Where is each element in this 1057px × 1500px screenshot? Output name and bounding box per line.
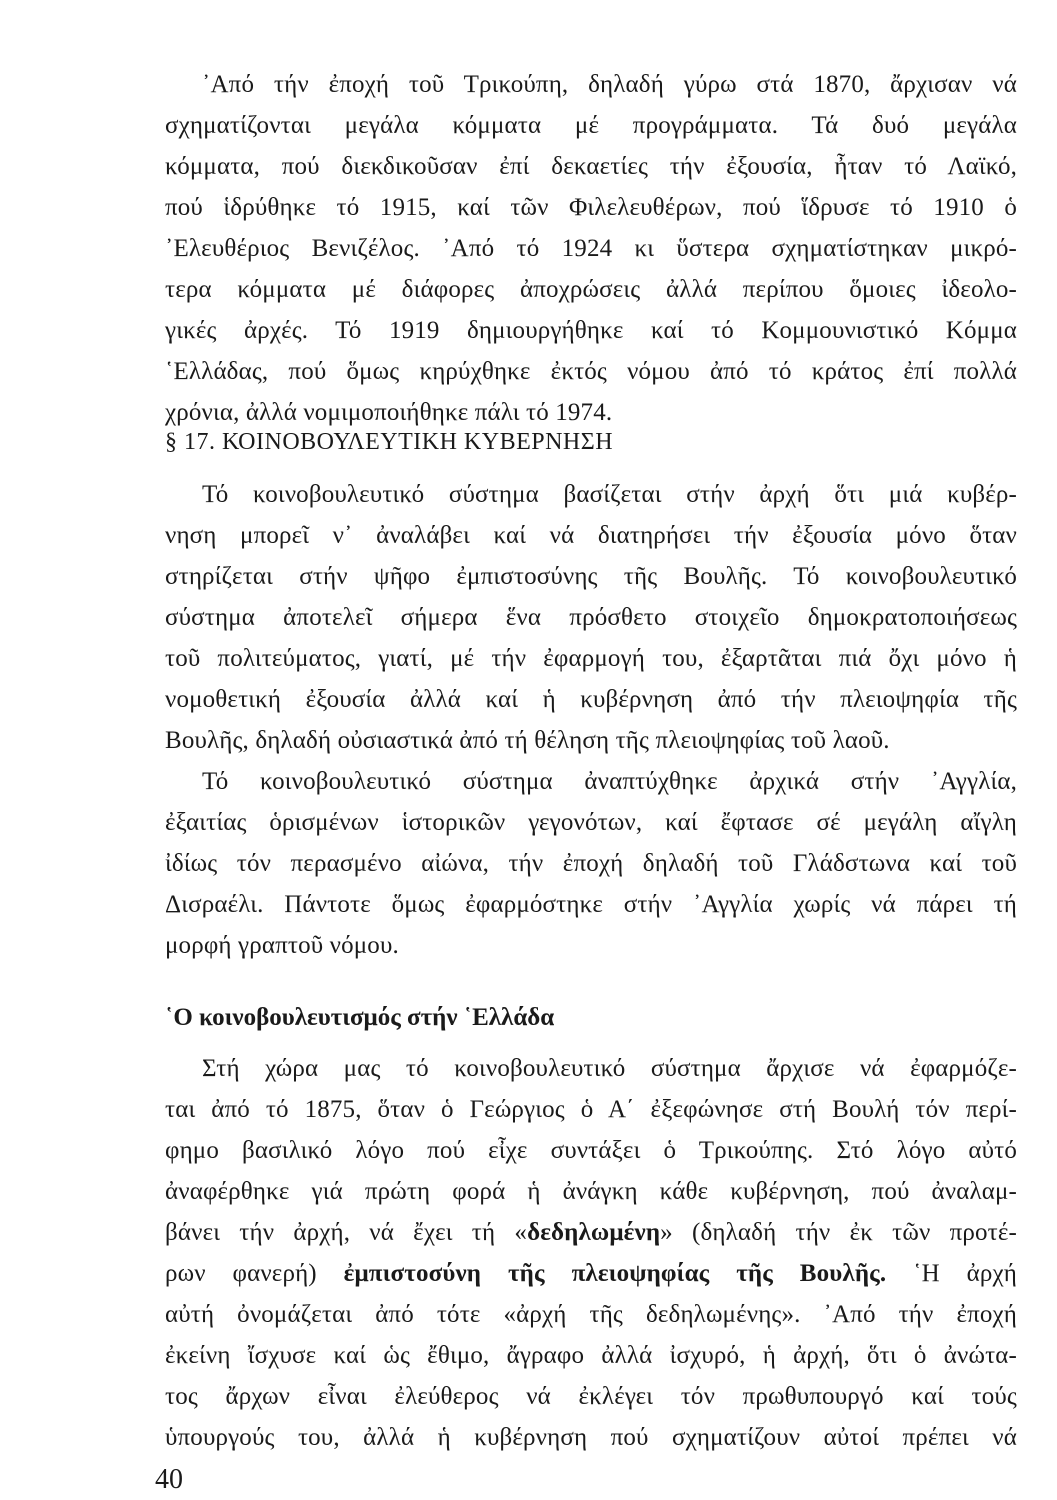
- section-heading: § 17. ΚΟΙΝΟΒΟΥΛΕΥΤΙΚΗ ΚΥΒΕΡΝΗΣΗ: [165, 429, 614, 455]
- paragraph-1-line-3: κόμματα, πού διεκδικοῦσαν ἐπί δεκαετίες τήν ἐξουσία, ἦταν τό Λαϊκό,: [165, 153, 1017, 180]
- paragraph-2-line-7: Βουλῆς, δηλαδή οὐσιαστικά ἀπό τή θέληση τῆς πλειοψηφίας τοῦ λαοῦ.: [165, 727, 890, 754]
- paragraph-4-line-6: [165, 1259, 1017, 1289]
- paragraph-2-line-4: σύστημα ἀποτελεῖ σήμερα ἕνα πρόσθετο στοιχεῖο δημοκρατοποιήσεως: [165, 604, 1017, 631]
- paragraph-1-line-6: τερα κόμματα μέ διάφορες ἀποχρώσεις ἀλλά περίπου ὅμοιες ἰδεολο-: [165, 276, 1017, 303]
- paragraph-4-line-6-part-b: ῾Η ἀρχή: [886, 1260, 1017, 1287]
- paragraph-3-line-4: Δισραέλι. Πάντοτε ὅμως ἐφαρμόστηκε στήν ᾿Αγγλία χωρίς νά πάρει τή: [165, 891, 1017, 918]
- paragraph-1-line-7: γικές ἀρχές. Τό 1919 δημιουργήθηκε καί τό Κομμουνιστικό Κόμμα: [165, 317, 1017, 344]
- paragraph-4-line-9: τος ἄρχων εἶναι ἐλεύθερος νά ἐκλέγει τόν πρωθυπουργό καί τούς: [165, 1383, 1017, 1410]
- paragraph-4-line-5: [165, 1218, 1017, 1248]
- paragraph-4-line-8: ἐκείνη ἴσχυσε καί ὡς ἔθιμο, ἄγραφο ἀλλά ἰσχυρό, ἡ ἀρχή, ὅτι ὁ ἀνώτα-: [165, 1342, 1017, 1369]
- paragraph-2-line-6: νομοθετική ἐξουσία ἀλλά καί ἡ κυβέρνηση ἀπό τήν πλειοψηφία τῆς: [165, 686, 1017, 713]
- paragraph-1-line-8: ῾Ελλάδας, πού ὅμως κηρύχθηκε ἐκτός νόμου ἀπό τό κράτος ἐπί πολλά: [165, 358, 1017, 385]
- paragraph-4-line-1: Στή χώρα μας τό κοινοβουλευτικό σύστημα ἄρχισε νά ἐφαρμόζε-: [202, 1055, 1017, 1082]
- paragraph-1-line-1: ᾿Από τήν ἐποχή τοῦ Τρικούπη, δηλαδή γύρω στά 1870, ἄρχισαν νά: [202, 71, 1017, 98]
- paragraph-2-line-5: τοῦ πολιτεύματος, γιατί, μέ τήν ἐφαρμογή του, ἐξαρτᾶται πιά ὄχι μόνο ἡ: [165, 645, 1017, 672]
- paragraph-2-line-1: Τό κοινοβουλευτικό σύστημα βασίζεται στήν ἀρχή ὅτι μιά κυβέρ-: [202, 481, 1017, 508]
- paragraph-1-line-4: πού ἱδρύθηκε τό 1915, καί τῶν Φιλελευθέρων, πού ἵδρυσε τό 1910 ὁ: [165, 194, 1017, 221]
- subsection-heading: ῾Ο κοινοβουλευτισμός στήν ῾Ελλάδα: [165, 1004, 555, 1031]
- paragraph-3-line-1: Τό κοινοβουλευτικό σύστημα ἀναπτύχθηκε ἀρχικά στήν ᾿Αγγλία,: [202, 768, 1017, 795]
- paragraph-4-line-7: αὐτή ὀνομάζεται ἀπό τότε «ἀρχή τῆς δεδηλωμένης». ᾿Από τήν ἐποχή: [165, 1301, 1017, 1328]
- paragraph-4-line-5-part-a: βάνει τήν ἀρχή, νά ἔχει τή «: [165, 1219, 528, 1246]
- paragraph-2-line-3: στηρίζεται στήν ψῆφο ἐμπιστοσύνης τῆς Βουλῆς. Τό κοινοβουλευτικό: [165, 563, 1017, 590]
- paragraph-1-line-5: ᾿Ελευθέριος Βενιζέλος. ᾿Από τό 1924 κι ὕστερα σχηματίστηκαν μικρό-: [165, 235, 1017, 262]
- paragraph-4-line-10: ὑπουργούς του, ἀλλά ἡ κυβέρνηση πού σχηματίζουν αὐτοί πρέπει νά: [165, 1424, 1017, 1451]
- paragraph-4-line-3: φημο βασιλικό λόγο πού εἶχε συντάξει ὁ Τρικούπης. Στό λόγο αὐτό: [165, 1137, 1017, 1164]
- bold-term-trust: ἐμπιστοσύνη τῆς πλειοψηφίας τῆς Βουλῆς.: [343, 1260, 887, 1287]
- paragraph-4-line-6-part-a: ρων φανερή): [165, 1260, 344, 1287]
- paragraph-3-line-5: μορφή γραπτοῦ νόμου.: [165, 932, 399, 959]
- paragraph-3-line-3: ἰδίως τόν περασμένο αἰώνα, τήν ἐποχή δηλαδή τοῦ Γλάδστωνα καί τοῦ: [165, 850, 1017, 877]
- paragraph-4-line-5-part-b: » (δηλαδή τήν ἐκ τῶν προτέ-: [660, 1219, 1017, 1246]
- paragraph-4-line-2: ται ἀπό τό 1875, ὅταν ὁ Γεώργιος ὁ Α΄ ἐξεφώνησε στή Βουλή τόν περί-: [165, 1096, 1017, 1123]
- page-number: 40: [155, 1464, 183, 1495]
- paragraph-3-line-2: ἐξαιτίας ὁρισμένων ἱστορικῶν γεγονότων, καί ἔφτασε σέ μεγάλη αἴγλη: [165, 809, 1017, 836]
- paragraph-1-line-2: σχηματίζονται μεγάλα κόμματα μέ προγράμματα. Τά δυό μεγάλα: [165, 112, 1017, 139]
- paragraph-4-line-4: ἀναφέρθηκε γιά πρώτη φορά ἡ ἀνάγκη κάθε κυβέρνηση, πού ἀναλαμ-: [165, 1178, 1017, 1205]
- paragraph-2-line-2: νηση μπορεῖ ν᾿ ἀναλάβει καί νά διατηρήσει τήν ἐξουσία μόνο ὅταν: [165, 522, 1017, 549]
- bold-term-dedilomeni: δεδηλωμένη: [527, 1219, 661, 1246]
- paragraph-1-line-9: χρόνια, ἀλλά νομιμοποιήθηκε πάλι τό 1974.: [165, 399, 613, 426]
